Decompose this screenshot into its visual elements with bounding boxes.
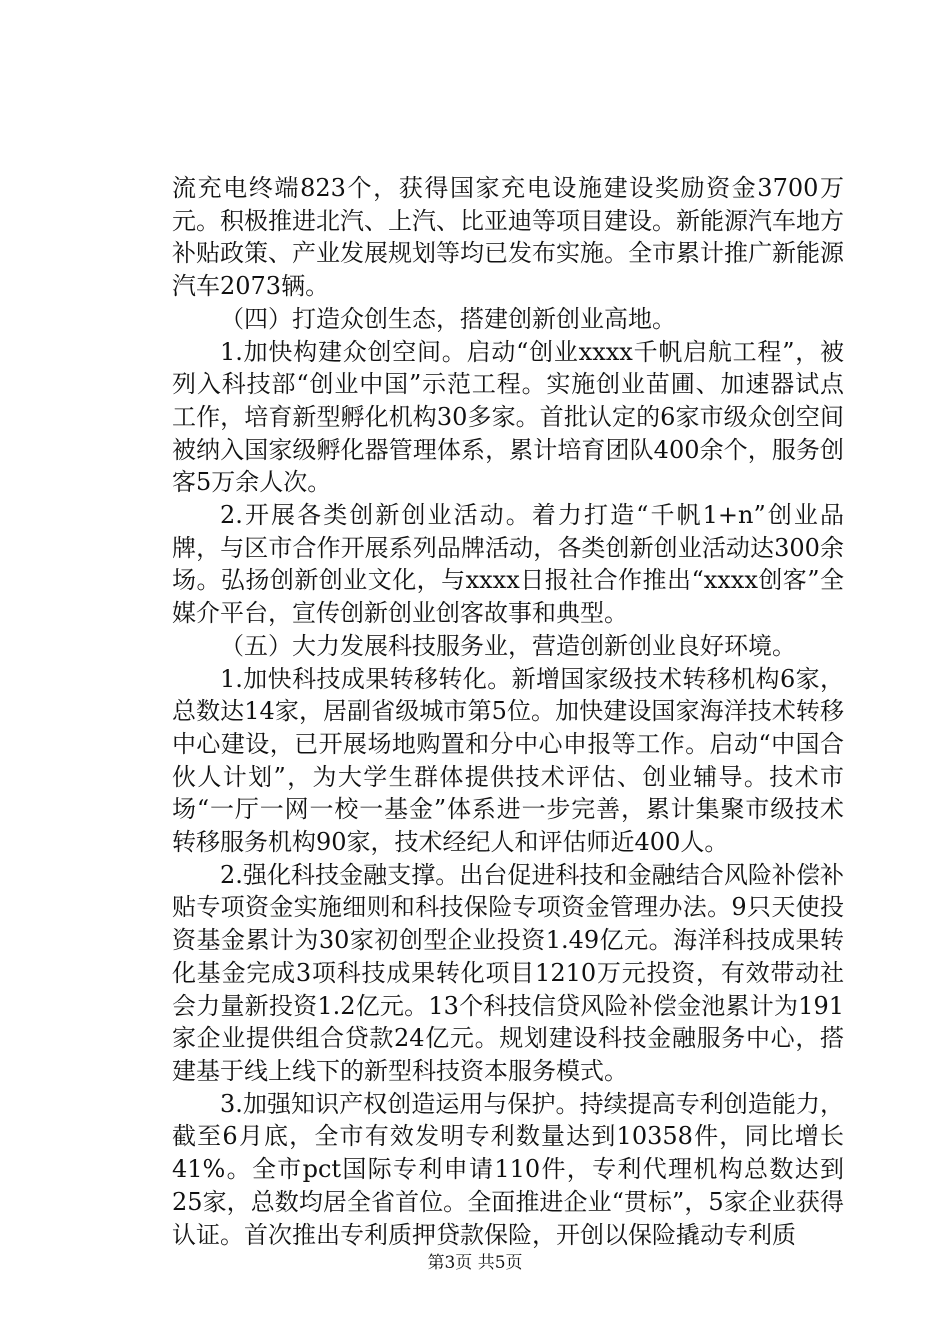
paragraph-maker-space: 1.加快构建众创空间。启动“创业xxxx千帆启航工程”，被列入科技部“创业中国”示范工程。实施创业苗圃、加速器试点工作，培育新型孵化机构30多家。首批认定的6家市级众创空间被纳入国家级孵化器管理体系，累计培育团队400余个，服务创客5万余人次。 xyxy=(172,337,844,497)
paragraph-tech-finance: 2.强化科技金融支撑。出台促进科技和金融结合风险补偿补贴专项资金实施细则和科技保险专项资金管理办法。9只天使投资基金累计为30家初创型企业投资1.49亿元。海洋科技成果转化基金完成3项科技成果转化项目1210万元投资，有效带动社会力量新投资1.2亿元。13个科技信贷风险补偿金池累计为191家企业提供组合贷款24亿元。规划建设科技金融服务中心，搭建基于线上线下的新型科技资本服务模式。 xyxy=(172,860,844,1085)
page-number-footer: 第3页 共5页 xyxy=(427,1253,523,1273)
section-heading-four: （四）打造众创生态，搭建创新创业高地。 xyxy=(220,304,676,333)
paragraph-ip-protection: 3.加强知识产权创造运用与保护。持续提高专利创造能力，截至6月底，全市有效发明专利数量达到10358件，同比增长41%。全市pct国际专利申请110件，专利代理机构总数达到25家，总数均居全省首位。全面推进企业“贯标”，5家企业获得认证。首次推出专利质押贷款保险，开创以保险撬动专利质 xyxy=(172,1089,844,1249)
paragraph-innovation-activities: 2.开展各类创新创业活动。着力打造“千帆1+n”创业品牌，与区市合作开展系列品牌活动，各类创新创业活动达300余场。弘扬创新创业文化，与xxxx日报社合作推出“xxxx创客”全媒介平台，宣传创新创业创客故事和典型。 xyxy=(172,501,844,628)
paragraph-tech-transfer: 1.加快科技成果转移转化。新增国家级技术转移机构6家，总数达14家，居副省级城市第5位。加快建设国家海洋技术转移中心建设，已开展场地购置和分中心申报等工作。启动“中国合伙人计划”，为大学生群体提供技术评估、创业辅导。技术市场“一厅一网一校一基金”体系进一步完善，累计集聚市级技术转移服务机构90家，技术经纪人和评估师近400人。 xyxy=(172,664,844,857)
paragraph-continuation: 流充电终端823个，获得国家充电设施建设奖励资金3700万元。积极推进北汽、上汽、比亚迪等项目建设。新能源汽车地方补贴政策、产业发展规划等均已发布实施。全市累计推广新能源汽车2073辆。 xyxy=(172,174,844,301)
document-body xyxy=(172,172,844,1251)
section-heading-five: （五）大力发展科技服务业，营造创新创业良好环境。 xyxy=(220,631,796,660)
